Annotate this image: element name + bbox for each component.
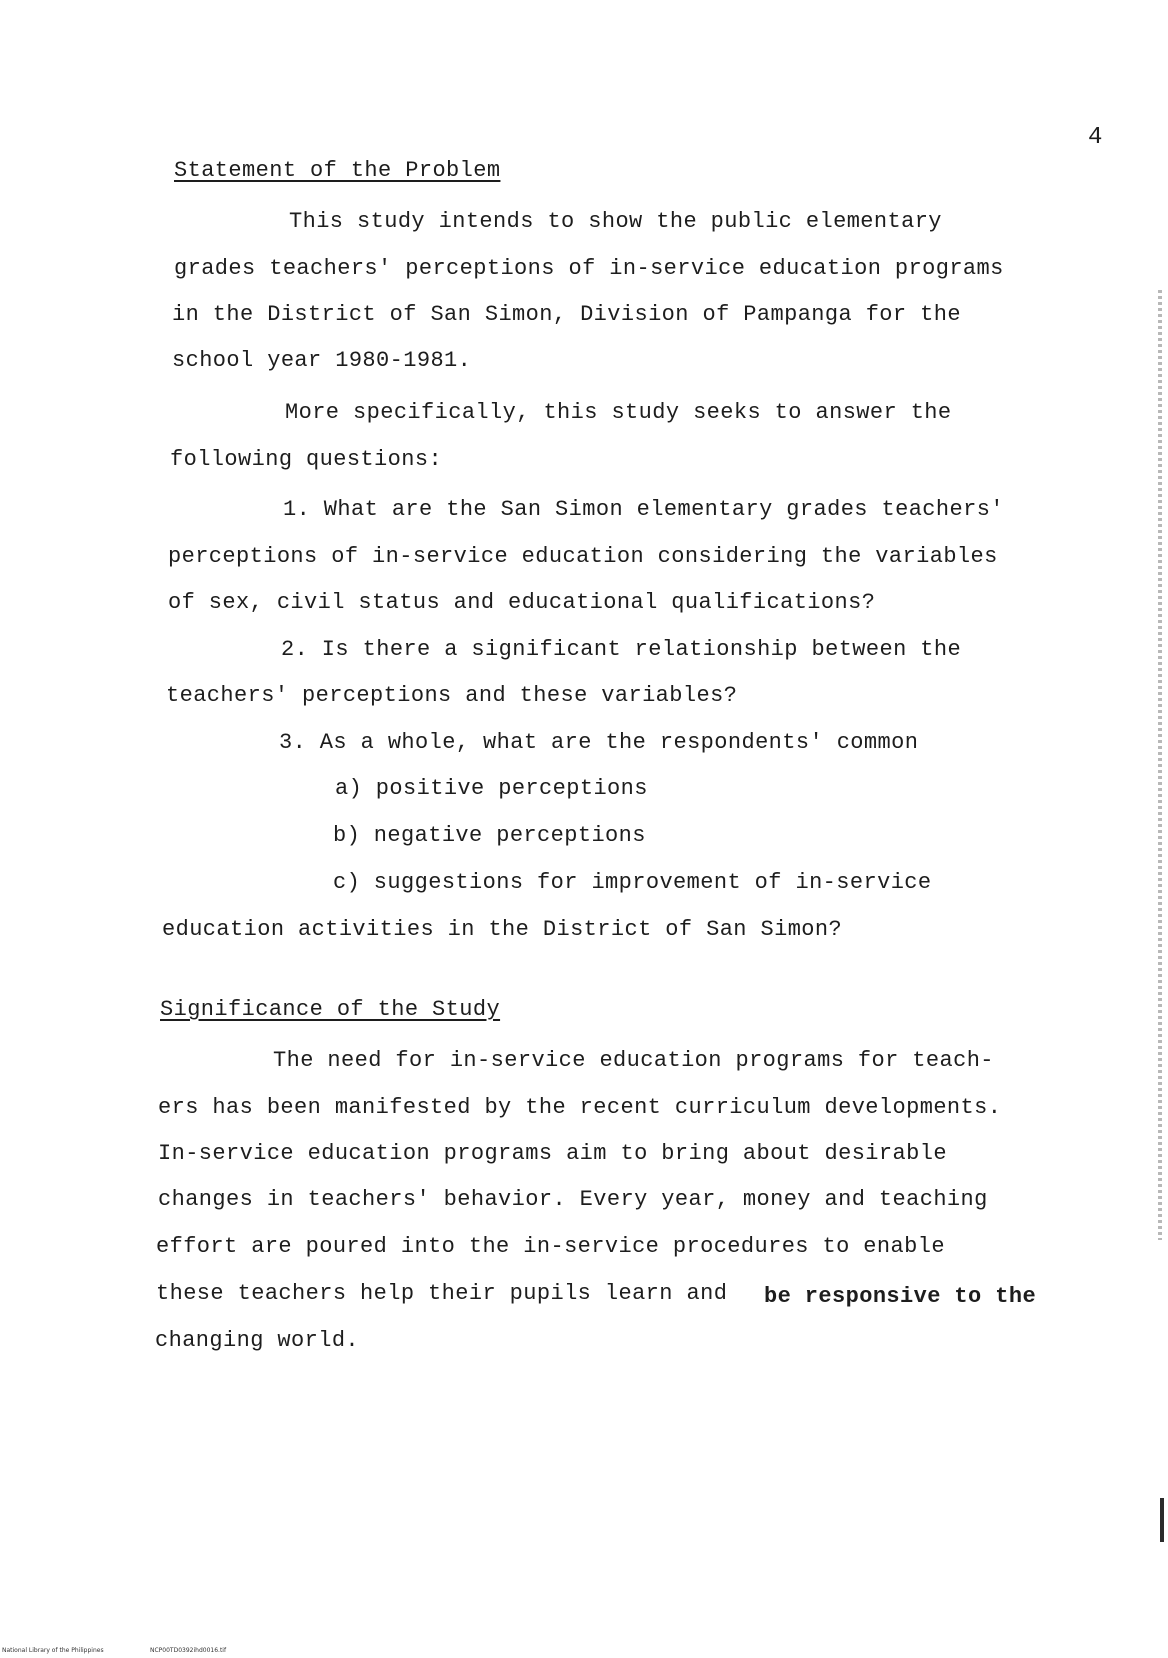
significance-line: changes in teachers' behavior. Every year, money and teaching <box>158 1187 988 1212</box>
problem-line: This study intends to show the public elementary <box>289 209 942 234</box>
sub-item-b: b) negative perceptions <box>333 823 646 848</box>
problem-line: of sex, civil status and educational qualifications? <box>168 590 876 615</box>
problem-line: in the District of San Simon, Division of Pampanga for the <box>172 302 961 327</box>
problem-heading: Statement of the Problem <box>174 158 501 183</box>
significance-line: ers has been manifested by the recent curriculum developments. <box>158 1095 1002 1120</box>
page-number: 4 <box>1088 124 1103 151</box>
sub-item-c: c) suggestions for improvement of in-service <box>333 870 932 895</box>
problem-line: perceptions of in-service education considering the variables <box>168 544 998 569</box>
footer-library: National Library of the Philippines <box>2 1647 104 1654</box>
sub-item-a: a) positive perceptions <box>335 776 648 801</box>
footer-file-id: NCP00TD0392ihd0016.tif <box>150 1647 227 1654</box>
scan-edge-mark <box>1160 1498 1164 1542</box>
significance-line: The need for in-service education programs for teach- <box>273 1048 994 1073</box>
problem-line: school year 1980-1981. <box>172 348 472 373</box>
scan-edge-strip <box>1158 290 1162 1240</box>
problem-line: education activities in the District of San Simon? <box>162 917 843 942</box>
problem-line: grades teachers' perceptions of in-service education programs <box>174 256 1004 281</box>
significance-heading: Significance of the Study <box>160 997 501 1022</box>
significance-line: these teachers help their pupils learn and <box>156 1281 728 1306</box>
question-2: 2. Is there a significant relationship between the <box>281 637 962 662</box>
question-3: 3. As a whole, what are the respondents' common <box>279 730 919 755</box>
problem-line: teachers' perceptions and these variables? <box>166 683 738 708</box>
problem-line: More specifically, this study seeks to answer the <box>285 400 952 425</box>
question-1: 1. What are the San Simon elementary grades teachers' <box>283 497 1004 522</box>
significance-line: effort are poured into the in-service procedures to enable <box>156 1234 945 1259</box>
problem-line: following questions: <box>170 447 443 472</box>
significance-line: changing world. <box>155 1328 360 1353</box>
significance-line: In-service education programs aim to bring about desirable <box>158 1141 947 1166</box>
significance-line-bold: be responsive to the <box>764 1284 1037 1309</box>
